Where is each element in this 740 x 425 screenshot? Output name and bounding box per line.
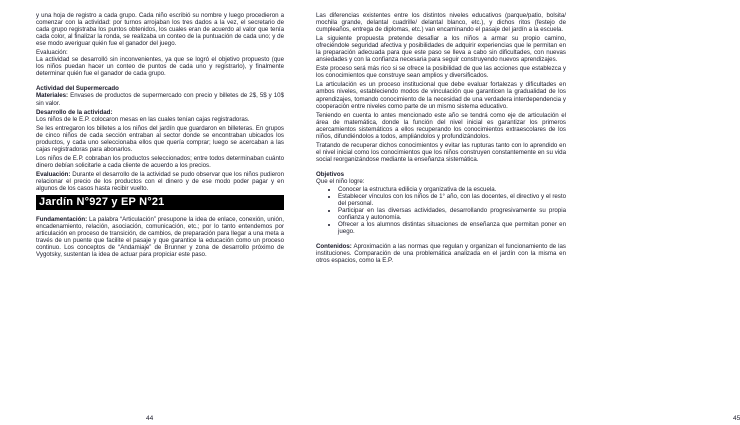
right-column	[316, 12, 566, 265]
fundamentacion-label: Fundamentación:	[36, 216, 88, 224]
evaluation2-text: Durante el desarrollo de la actividad se pudo observar que los niños pudieron relacionar el precio de los productos con el dinero y de ese modo poder pagar y en algunos de los casos hasta recibir vuelto.	[36, 170, 284, 193]
fundamentacion-text: La palabra “Articulación” presupone la idea de enlace, conexión, unión, encadenamiento, relación, asociación, comunicación, etc.; por lo tanto entendemos por articulación en proceso de transición, de cambios, de preparación para llegar a una meta a través de un puente que facilite el pasaje y que garantice la educación como un proceso continuo. Los conceptos de “Andamiaje” de Brunner y zona de desarrollo próximo de Vygotsky, sustentan la idea de actuar para propiciar este paso.	[36, 216, 284, 259]
paragraph: Teniendo en cuenta lo antes mencionado este año se tendrá como eje de articulación el área de matemática, donde la función del nivel inicial es garantizar los primeros acercamientos sistemáticos a ellos recuperando los conocimientos extraescolares de los niños, difundiéndolos a todos, ampliándolos y profundizándolos.	[316, 111, 566, 140]
contenidos-paragraph	[316, 243, 566, 264]
evaluation-paragraph	[36, 171, 284, 192]
paragraph: Los niños de le E.P. colocaron mesas en las cuales tenían cajas registradoras.	[36, 115, 250, 123]
development-title: Desarrollo de la actividad:	[36, 108, 113, 116]
evaluation2-label: Evaluación:	[36, 170, 71, 178]
paragraph: La actividad se desarrolló sin inconvenientes, ya que se logró el objetivo propuesto (que los niños puedan hacer un conteo de puntos de cada uno y registrarlo), y finalmente determinar quién fue el ganador de cada grupo.	[36, 56, 284, 78]
objectives-list	[316, 186, 566, 235]
list-item: • Conocer la estructura edilicia y organizativa de la escuela.	[338, 186, 566, 193]
objectives-intro: Que el niño logre:	[316, 177, 365, 185]
left-page	[0, 0, 300, 425]
paragraph: Tratando de recuperar dichos conocimientos y evitar las rupturas tanto con lo aprendido en el nivel inicial como los conocimientos que los niños construyen constantemente en su vida social reorganizándose mediante la enseñanza sistemática.	[316, 141, 566, 163]
paragraph: Este proceso será más rico si se ofrece la posibilidad de que las acciones que establezca y los conocimientos que construye sean amplios y diversificados.	[316, 65, 566, 80]
paragraph: y una hoja de registro a cada grupo. Cada niño escribió su nombre y luego procedieron a comenzar con la actividad: por turnos arrojaban los tres dados a la vez, el secretario de cada grupo registraba los puntos obtenidos, los cuales eran de acuerdo al valor que tenía cada color, al finalizar la ronda, se realizaba un conteo de la puntuación de cada uno; y de ese modo averiguar quién fue el ganador del juego.	[36, 12, 284, 48]
contenidos-label: Contenidos:	[316, 243, 352, 251]
fundamentacion-paragraph	[36, 216, 284, 258]
paragraph: Las diferencias existentes entre los distintos niveles educativos (parque/patio, bolsita/ mochila grande, delantal cuadrille/ delantal blanco, etc.), y dichos ritos (festejo de cumpleaños, entrega de diplomas, etc.) van encaminando el pasaje del jardín a la escuela.	[316, 12, 566, 34]
materials-text: Envases de productos de supermercado con precio y billetes de 2$, 5$ y 10$ sin valor.	[36, 92, 284, 107]
paragraph: Los niños de E.P. cobraban los productos seleccionados; entre todos determinaban cuánto dinero debían solicitarle a cada cliente de acuerdo a los precios.	[36, 154, 284, 169]
page-number: 44	[146, 415, 154, 422]
paragraph: La siguiente propuesta pretende desafiar a los niños a armar su propio camino, ofreciéndole seguridad afectiva y posibilidades de adquirir experiencias que le permitan en la preparación adecuada para que este paso se lleva a cabo sin dificultades, con nuevas ansiedades y con la confianza necesaria para seguir construyendo nuevos aprendizajes.	[316, 35, 566, 64]
right-page	[300, 0, 740, 425]
objectives-title: Objetivos	[316, 170, 344, 178]
activity-title: Actividad del Supermercado	[36, 85, 119, 93]
materials-label: Materiales:	[36, 92, 69, 100]
page-number: 45	[733, 415, 740, 422]
paragraph: La articulación es un proceso institucional que debe evaluar fortalezas y dificultades en ambos niveles, estableciendo modos de vinculación que garanticen la gradualidad de los aprendizajes, tomando conocimiento de la necesidad de una verdadera interdependencia y cooperación entre niveles como parte de un mismo sistema educativo.	[316, 81, 566, 110]
list-item: • Ofrecer a los alumnos distintas situaciones de enseñanza que permitan poner en juego.	[338, 221, 566, 235]
evaluation-label: Evaluación:	[36, 49, 68, 57]
materials-paragraph	[36, 92, 284, 106]
paragraph: Se les entregaron los billetes a los niños del jardín que guardaron en billeteras. En grupos de cinco niños de cada sección entraban al sector donde se encontraban ubicados los productos, y cada uno seleccionaba ellos que quería comprar; luego se acercaban a las cajas registradoras para abonarlos.	[36, 124, 284, 153]
contenidos-text: Aproximación a las normas que regulan y organizan el funcionamiento de las instituciones. Comparación de una problemática analizada en el jardín con la misma en otros espacios, como la E.P.	[316, 243, 566, 265]
left-column	[36, 12, 284, 258]
list-item: • Participar en las diversas actividades, desarrollando progresivamente su propia confianza y autonomía.	[338, 207, 566, 221]
section-heading: Jardín N°927 y EP N°21	[36, 195, 284, 210]
list-item: • Establecer vínculos con los niños de 1° año, con las docentes, el directivo y el resto del personal.	[338, 193, 566, 207]
